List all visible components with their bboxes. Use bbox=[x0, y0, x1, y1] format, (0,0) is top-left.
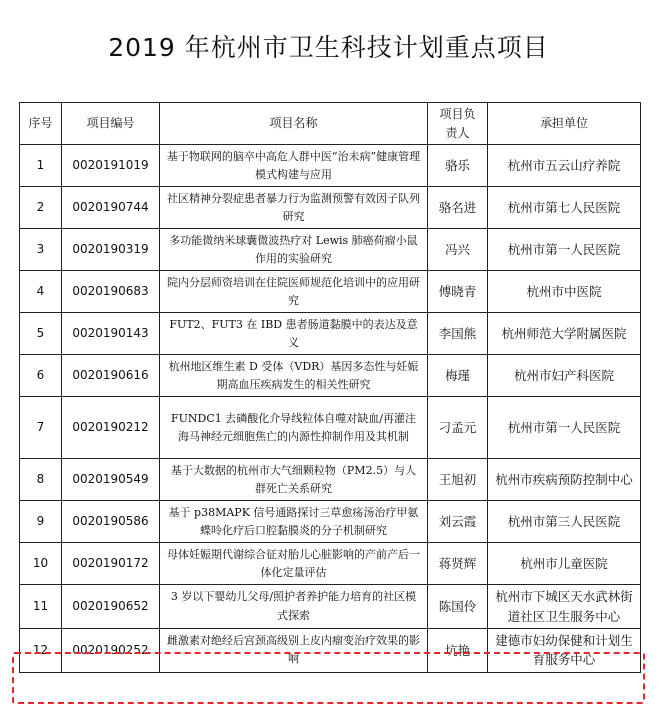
cell-seq: 3 bbox=[20, 229, 62, 271]
cell-code: 0020191019 bbox=[62, 145, 160, 187]
cell-code: 0020190744 bbox=[62, 187, 160, 229]
projects-table bbox=[19, 102, 641, 673]
cell-seq: 12 bbox=[20, 628, 62, 672]
cell-person: 刘云霞 bbox=[428, 501, 488, 543]
cell-person: 王旭初 bbox=[428, 459, 488, 501]
cell-name: 基于大数据的杭州市大气细颗粒物（PM2.5）与人群死亡关系研究 bbox=[160, 459, 428, 501]
table-row bbox=[20, 459, 641, 501]
cell-seq: 6 bbox=[20, 355, 62, 397]
cell-person: 蒋贤辉 bbox=[428, 543, 488, 585]
table-row bbox=[20, 501, 641, 543]
cell-person: 李国熊 bbox=[428, 313, 488, 355]
table-header-row bbox=[20, 103, 641, 145]
cell-seq: 5 bbox=[20, 313, 62, 355]
header-seq: 序号 bbox=[20, 103, 62, 145]
cell-code: 0020190212 bbox=[62, 397, 160, 459]
cell-person: 刁孟元 bbox=[428, 397, 488, 459]
cell-unit: 杭州市第七人民医院 bbox=[488, 187, 641, 229]
table-row bbox=[20, 187, 641, 229]
cell-person: 骆名进 bbox=[428, 187, 488, 229]
cell-person: 陈国伶 bbox=[428, 585, 488, 629]
cell-person: 冯兴 bbox=[428, 229, 488, 271]
cell-unit: 杭州市疾病预防控制中心 bbox=[488, 459, 641, 501]
cell-code: 0020190616 bbox=[62, 355, 160, 397]
table-row bbox=[20, 397, 641, 459]
header-unit: 承担单位 bbox=[488, 103, 641, 145]
cell-person: 坑艳 bbox=[428, 628, 488, 672]
cell-seq: 11 bbox=[20, 585, 62, 629]
cell-name: 基于 p38MAPK 信号通路探讨三草愈疡汤治疗甲氨蝶呤化疗后口腔黏膜炎的分子机制研究 bbox=[160, 501, 428, 543]
cell-unit: 杭州市妇产科医院 bbox=[488, 355, 641, 397]
cell-seq: 10 bbox=[20, 543, 62, 585]
cell-seq: 8 bbox=[20, 459, 62, 501]
cell-code: 0020190549 bbox=[62, 459, 160, 501]
table-row bbox=[20, 628, 641, 672]
table-row bbox=[20, 271, 641, 313]
cell-unit: 杭州市儿童医院 bbox=[488, 543, 641, 585]
cell-unit: 建德市妇幼保健和计划生育服务中心 bbox=[488, 628, 641, 672]
cell-code: 0020190172 bbox=[62, 543, 160, 585]
cell-unit: 杭州市第一人民医院 bbox=[488, 229, 641, 271]
table-row bbox=[20, 145, 641, 187]
cell-name: FUT2、FUT3 在 IBD 患者肠道黏膜中的表达及意义 bbox=[160, 313, 428, 355]
table-body bbox=[20, 145, 641, 673]
cell-unit: 杭州师范大学附属医院 bbox=[488, 313, 641, 355]
cell-code: 0020190652 bbox=[62, 585, 160, 629]
cell-seq: 2 bbox=[20, 187, 62, 229]
cell-name: FUNDC1 去磷酸化介导线粒体自噬对缺血/再灌注海马神经元细胞焦亡的内源性抑制作用及其机制 bbox=[160, 397, 428, 459]
cell-name: 雌激素对绝经后宫颈高级别上皮内瘤变治疗效果的影响 bbox=[160, 628, 428, 672]
header-name: 项目名称 bbox=[160, 103, 428, 145]
cell-name: 母体妊娠期代谢综合征对胎儿心脏影响的产前产后一体化定量评估 bbox=[160, 543, 428, 585]
cell-name: 3 岁以下婴幼儿父母/照护者养护能力培育的社区模式探索 bbox=[160, 585, 428, 629]
cell-person: 骆乐 bbox=[428, 145, 488, 187]
cell-unit: 杭州市五云山疗养院 bbox=[488, 145, 641, 187]
cell-name: 基于物联网的脑卒中高危人群中医“治未病”健康管理模式构建与应用 bbox=[160, 145, 428, 187]
cell-unit: 杭州市第三人民医院 bbox=[488, 501, 641, 543]
table-row bbox=[20, 585, 641, 629]
cell-code: 0020190586 bbox=[62, 501, 160, 543]
cell-name: 院内分层师资培训在住院医师规范化培训中的应用研究 bbox=[160, 271, 428, 313]
cell-seq: 1 bbox=[20, 145, 62, 187]
cell-unit: 杭州市中医院 bbox=[488, 271, 641, 313]
cell-person: 傅晓青 bbox=[428, 271, 488, 313]
table-row bbox=[20, 229, 641, 271]
header-code: 项目编号 bbox=[62, 103, 160, 145]
table-row bbox=[20, 313, 641, 355]
cell-person: 梅瑾 bbox=[428, 355, 488, 397]
header-person: 项目负责人 bbox=[428, 103, 488, 145]
cell-seq: 4 bbox=[20, 271, 62, 313]
cell-code: 0020190143 bbox=[62, 313, 160, 355]
page-title: 2019 年杭州市卫生科技计划重点项目 bbox=[108, 33, 549, 62]
cell-name: 杭州地区维生素 D 受体（VDR）基因多态性与妊娠期高血压疾病发生的相关性研究 bbox=[160, 355, 428, 397]
cell-code: 0020190319 bbox=[62, 229, 160, 271]
table-row bbox=[20, 543, 641, 585]
table-row bbox=[20, 355, 641, 397]
cell-seq: 9 bbox=[20, 501, 62, 543]
cell-seq: 7 bbox=[20, 397, 62, 459]
cell-name: 社区精神分裂症患者暴力行为监测预警有效因子队列研究 bbox=[160, 187, 428, 229]
cell-code: 0020190683 bbox=[62, 271, 160, 313]
cell-unit: 杭州市下城区天水武林街道社区卫生服务中心 bbox=[488, 585, 641, 629]
cell-name: 多功能微纳米球囊微波热疗对 Lewis 肺癌荷瘤小鼠作用的实验研究 bbox=[160, 229, 428, 271]
cell-code: 0020190252 bbox=[62, 628, 160, 672]
cell-unit: 杭州市第一人民医院 bbox=[488, 397, 641, 459]
